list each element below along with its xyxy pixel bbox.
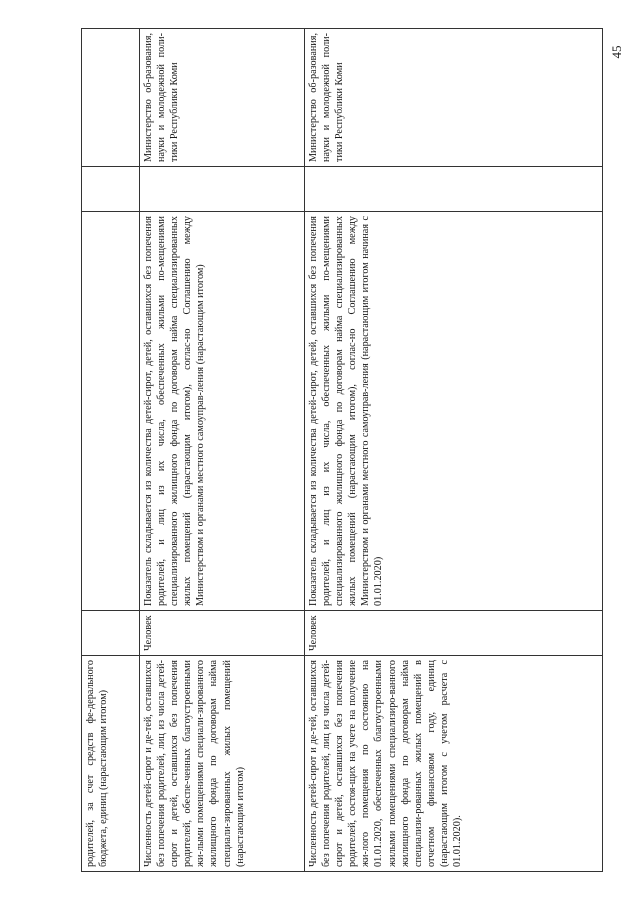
responsible-cell: Министерство об-разования, науки и молодежной поли-тики Республики Коми (140, 29, 305, 167)
responsible-cell: Министерство об-разования, науки и молодежной поли-тики Республики Коми (305, 29, 603, 167)
empty-cell (305, 167, 603, 212)
indicator-cell: родителей, за счет средств фе-деральногo бюджета, единиц (нарастающим итогом) (82, 656, 140, 872)
unit-cell: Человек (140, 611, 305, 656)
method-cell: Показатель складывается из количества детей-сирот, детей, оставшихся без попечения родителей, и лиц из их числа, обеспеченных жилыми по-мещениями специализированного жилищного фонда по договорам найма специализированных жилых помещений (нарастающим итогом), соглас-но Соглашению между Министерством и органами местного самоуправ-ления (нарастающим итогом начиная с 01.01.2020) (305, 212, 603, 611)
rotated-table-container (81, 29, 603, 872)
method-cell: Показатель складывается из количества детей-сирот, детей, оставшихся без попечения родителей, и лиц из их числа, обеспеченных жильми по-мещениями специализированного жилищного фонда по договорам найма специализированных жилых помещений (нарастающим итогом), соглас-но Соглашению между Министерством и органами местного самоуправ-ления (нарастающим итогом) (140, 212, 305, 611)
unit-cell (82, 611, 140, 656)
unit-cell: Человек (305, 611, 603, 656)
indicator-cell: Численность детей-сирот и де-тей, оставшихся без попечения родителей, лиц из числа детей-сирот и детей, оставшихся без попечения родителей, обеспе-ченных благоустроенными жи-лыми помещениями специали-зированного жилищного фонда по договорам найма специали-зированных жилых помещений (нарастающим итогом) (140, 656, 305, 872)
table-row (305, 29, 603, 872)
indicators-table (81, 28, 603, 872)
empty-cell (82, 167, 140, 212)
page-number: 45 (609, 45, 624, 59)
empty-cell (140, 167, 305, 212)
method-cell (82, 212, 140, 611)
indicator-cell: Численность детей-сирот и де-тей, оставшихся без попечения родителей, лиц из числа детей-сирот и детей, оставшихся без попечения родителей, состоя-щих на учете на получение жи-лого помещения по состоянию на 01.01.2020, обеспеченных благоустроенными жилыми помещениями специализиро-ванного жилищного фонда по договорам найма специализи-рованных жилых помещений в отчетном финансовом году, единиц (нарастающим итогом с учетом расчета с 01.01.2020). (305, 656, 603, 872)
table-row (82, 29, 140, 872)
responsible-cell (82, 29, 140, 167)
table-row (140, 29, 305, 872)
